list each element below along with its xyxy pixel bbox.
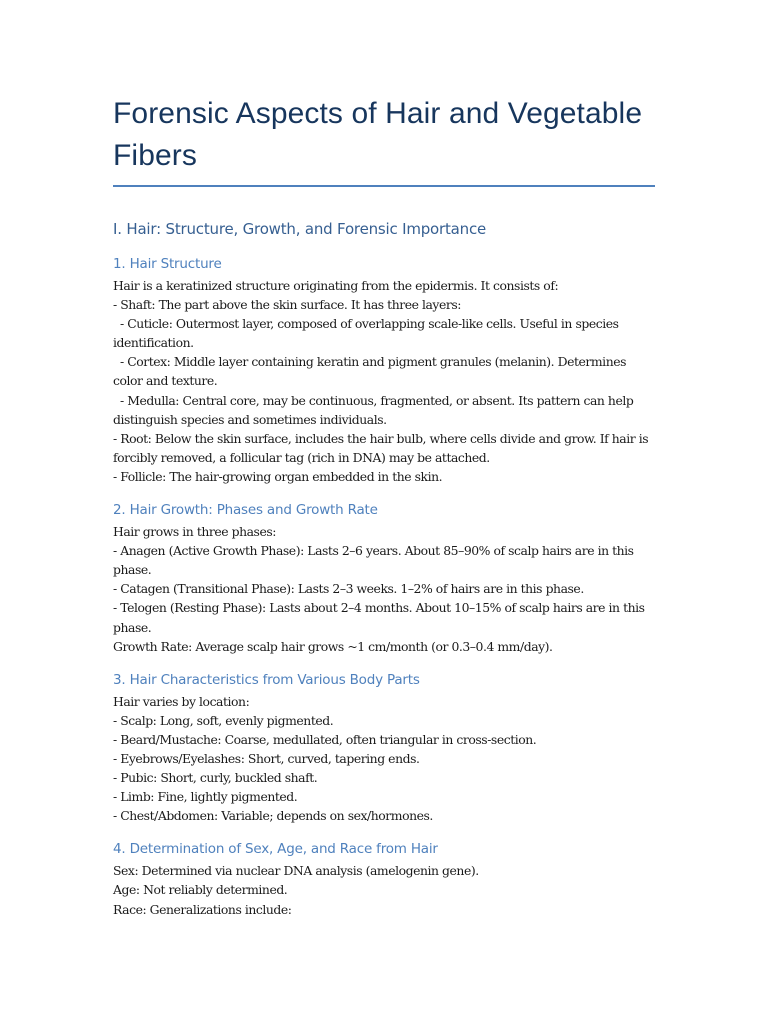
subsection-body-hair-structure (113, 276, 658, 486)
subsection-body-body-parts (113, 692, 658, 826)
body-line: forcibly removed, a follicular tag (rich in DNA) may be attached. (113, 449, 490, 465)
body-line: Hair varies by location: (113, 693, 250, 709)
body-line: - Limb: Fine, lightly pigmented. (113, 789, 298, 805)
subsection-body-hair-growth (113, 522, 658, 656)
document-page (113, 0, 658, 919)
body-line: - Cortex: Middle layer containing keratin and pigment granules (melanin). Determines (113, 354, 627, 370)
document-title (113, 0, 658, 185)
body-line: - Follicle: The hair-growing organ embedded in the skin. (113, 468, 443, 484)
body-line: - Eyebrows/Eyelashes: Short, curved, tapering ends. (113, 750, 420, 766)
body-line: - Cuticle: Outermost layer, composed of overlapping scale-like cells. Useful in species (113, 316, 619, 332)
body-line: - Pubic: Short, curly, buckled shaft. (113, 770, 318, 786)
section-heading: I. Hair: Structure, Growth, and Forensic Importance (113, 220, 487, 238)
document-title-line: Forensic Aspects of Hair and Vegetable (113, 97, 643, 130)
body-line: phase. (113, 562, 152, 578)
body-line: Race: Generalizations include: (113, 901, 292, 917)
body-line: identification. (113, 335, 194, 351)
body-line: - Root: Below the skin surface, includes the hair bulb, where cells divide and grow. If hair is (113, 430, 649, 446)
body-line: Growth Rate: Average scalp hair grows ~1 cm/month (or 0.3–0.4 mm/day). (113, 638, 553, 654)
subsection-heading-hair-growth: 2. Hair Growth: Phases and Growth Rate (113, 502, 378, 519)
subsection-body-sex-age-race (113, 861, 658, 918)
body-line: Hair grows in three phases: (113, 524, 276, 540)
body-line: color and texture. (113, 373, 218, 389)
body-line: Hair is a keratinized structure originating from the epidermis. It consists of: (113, 278, 559, 293)
body-line: - Catagen (Transitional Phase): Lasts 2–3 weeks. 1–2% of hairs are in this phase. (113, 581, 584, 597)
subsection-heading-sex-age-race: 4. Determination of Sex, Age, and Race from Hair (113, 841, 438, 858)
document-title-line: Fibers (113, 139, 197, 172)
body-line: distinguish species and sometimes individuals. (113, 411, 387, 427)
body-line: - Shaft: The part above the skin surface. It has three layers: (113, 297, 461, 313)
body-line: - Telogen (Resting Phase): Lasts about 2–4 months. About 10–15% of scalp hairs are in this (113, 600, 645, 616)
subsection-heading-body-parts: 3. Hair Characteristics from Various Body Parts (113, 671, 420, 688)
title-underline-rule (113, 185, 655, 187)
body-line: - Anagen (Active Growth Phase): Lasts 2–6 years. About 85–90% of scalp hairs are in this (113, 543, 634, 559)
body-line: - Medulla: Central core, may be continuous, fragmented, or absent. Its pattern can help (113, 392, 634, 408)
body-line: Age: Not reliably determined. (113, 882, 288, 898)
body-line: - Chest/Abdomen: Variable; depends on sex/hormones. (113, 808, 433, 824)
subsection-heading-hair-structure: 1. Hair Structure (113, 256, 222, 272)
body-line: Sex: Determined via nuclear DNA analysis (amelogenin gene). (113, 863, 479, 879)
body-line: phase. (113, 619, 152, 635)
body-line: - Scalp: Long, soft, evenly pigmented. (113, 712, 334, 728)
body-line: - Beard/Mustache: Coarse, medullated, often triangular in cross-section. (113, 731, 537, 747)
